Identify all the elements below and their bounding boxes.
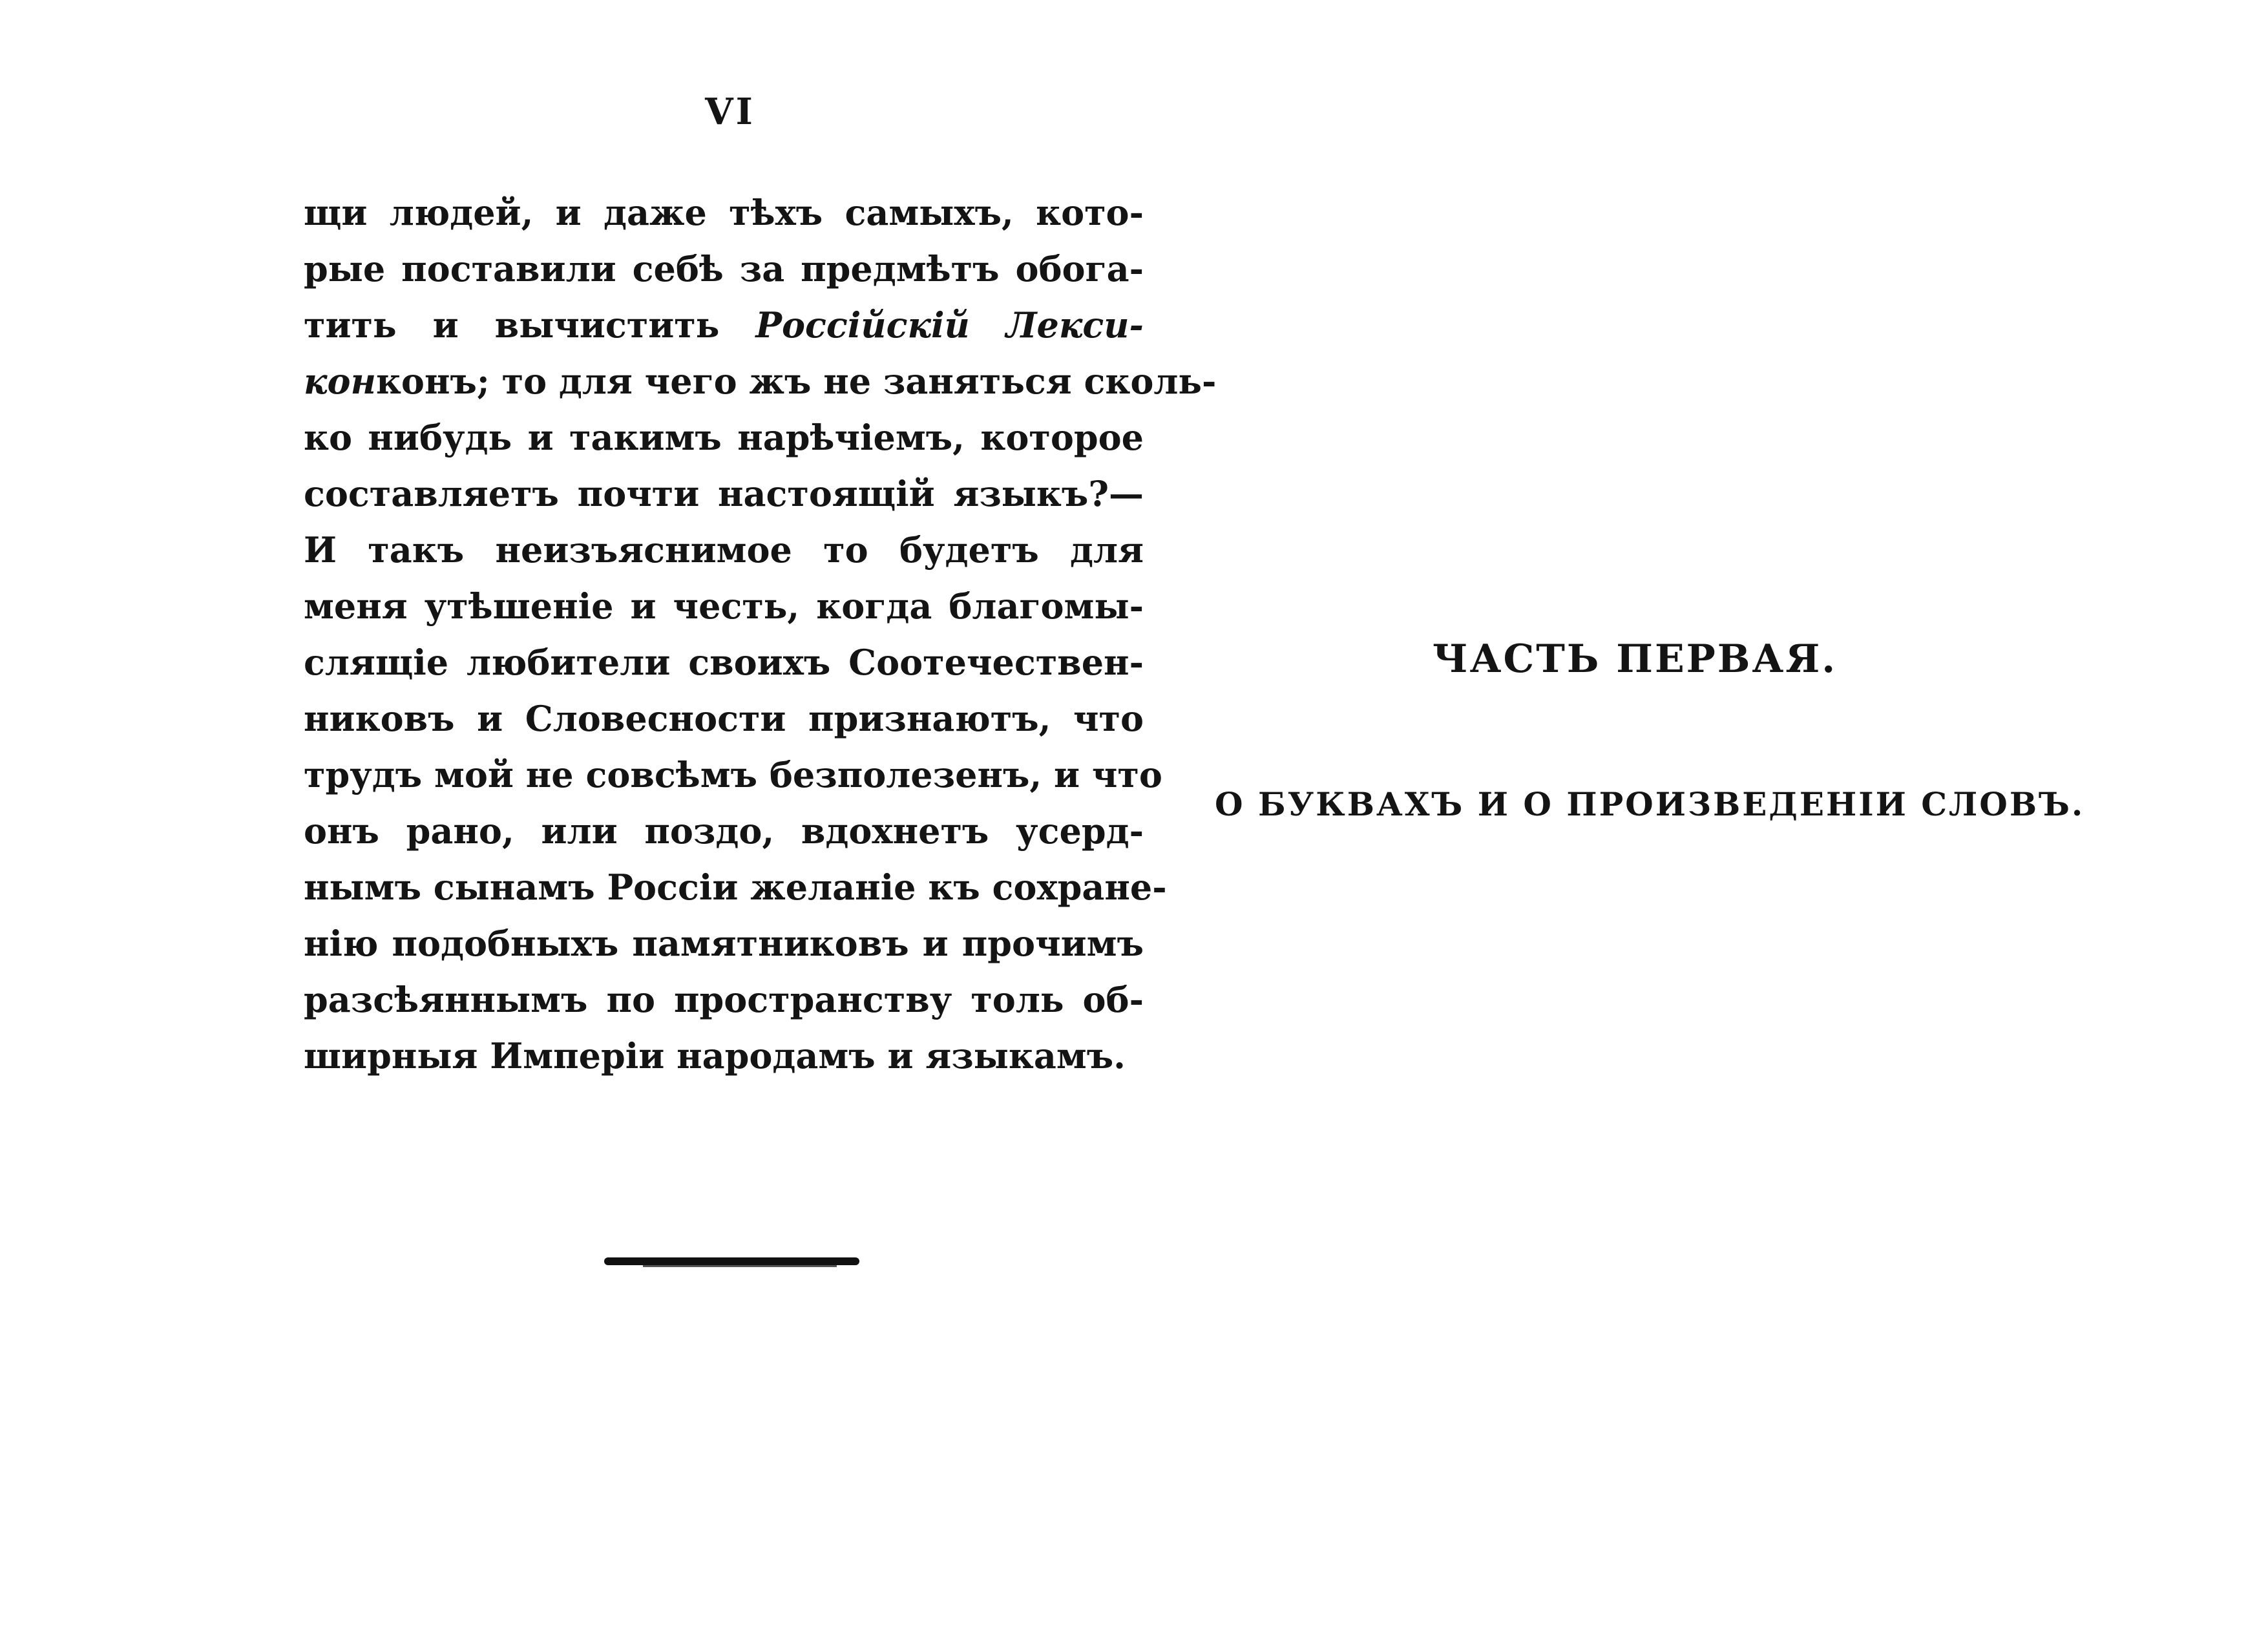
text-fragment: конъ; то для чего жъ не заняться сколь- xyxy=(375,361,1217,402)
part-title: ЧАСТЬ ПЕРВАЯ. xyxy=(1432,636,1838,682)
text-line: ко нибудь и такимъ нарѣчіемъ, которое xyxy=(304,417,1144,458)
text-line: онъ рано, или поздо, вдохнетъ усерд- xyxy=(304,810,1144,852)
body-text xyxy=(304,185,1217,1084)
text-line: трудъ мой не совсѣмъ безполезенъ, и что xyxy=(304,754,1162,795)
italic-title-end: кон xyxy=(304,361,376,402)
text-fragment: тить и вычистить xyxy=(304,304,720,346)
text-line: ширныя Имперіи народамъ и языкамъ. xyxy=(304,1035,1126,1077)
text-line: разсѣяннымъ по пространству толь об- xyxy=(304,979,1144,1020)
page-number: VI xyxy=(705,90,755,133)
text-line: И такъ неизъяснимое то будетъ для xyxy=(304,529,1144,571)
text-line: нію подобныхъ памятниковъ и прочимъ xyxy=(304,923,1144,964)
text-line: никовъ и Словесности признаютъ, что xyxy=(304,698,1144,739)
text-line: меня утѣшеніе и честь, когда благомы- xyxy=(304,585,1144,627)
text-line: составляетъ почти настоящій языкъ?— xyxy=(304,473,1144,514)
text-line: слящіе любители своихъ Соотечествен- xyxy=(304,642,1144,683)
ornamental-rule xyxy=(604,1257,859,1265)
part-subtitle: О БУКВАХЪ И О ПРОИЗВЕДЕНІИ СЛОВЪ. xyxy=(1215,785,2085,823)
italic-title: Россійскій Лекси- xyxy=(755,304,1144,346)
text-line: щи людей, и даже тѣхъ самыхъ, кото- xyxy=(304,192,1144,233)
text-line: рые поставили себѣ за предмѣтъ обога- xyxy=(304,248,1144,289)
text-line xyxy=(304,353,1217,410)
text-line: нымъ сынамъ Россіи желаніе къ сохране- xyxy=(304,867,1167,908)
text-line xyxy=(304,297,1144,353)
